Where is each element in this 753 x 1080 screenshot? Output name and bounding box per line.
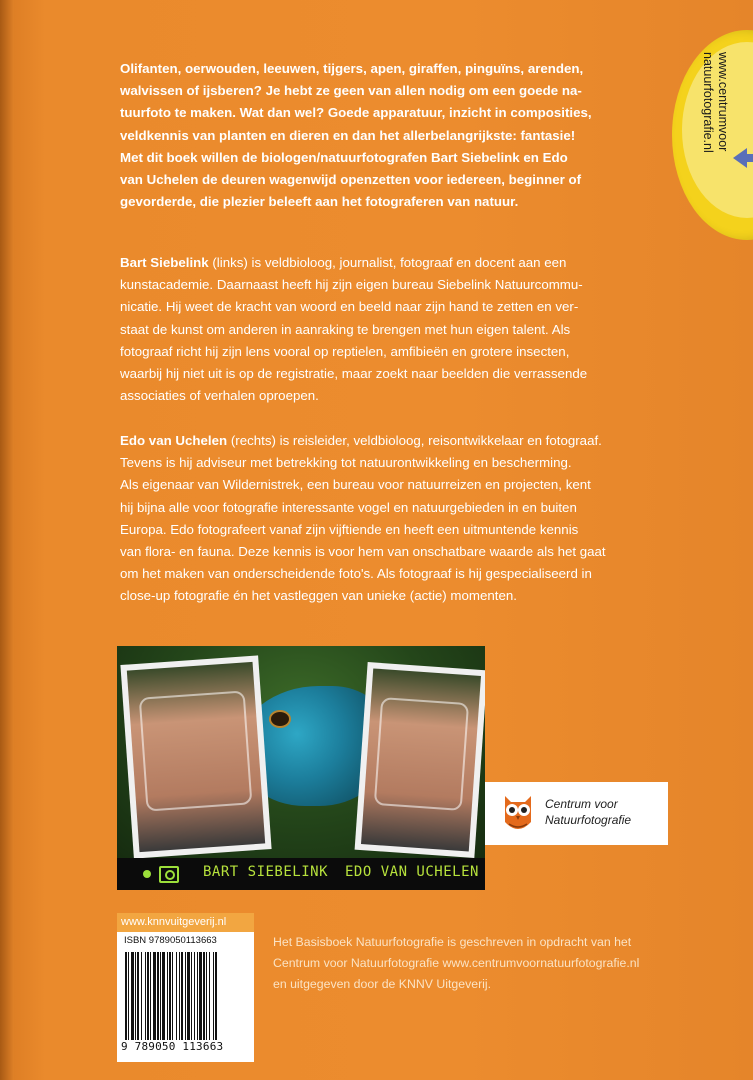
owl-logo-icon — [501, 792, 535, 834]
lizard-eye — [269, 710, 291, 728]
bio-line: hij bijna alle voor fotografie interessante vogel en natuurgebieden in en buiten — [120, 499, 577, 515]
bio-bart-siebelink — [120, 252, 680, 407]
author-name: Edo van Uchelen — [120, 433, 228, 448]
bio-line — [120, 252, 680, 274]
bio-line: Europa. Edo fotografeert vanaf zijn vijftiende en heeft een uitmuntende kennis — [120, 521, 579, 537]
camera-icon — [159, 866, 179, 883]
arrow-left-icon-tail — [745, 154, 753, 162]
focus-box — [139, 690, 253, 811]
credits-text — [273, 932, 693, 995]
bio-line: van flora- en fauna. Deze kennis is voor hem van onschatbare waarde als het gaat — [120, 544, 606, 560]
bio-line: close-up fotografie én het vastleggen van unieke (actie) momenten. — [120, 588, 517, 604]
bio-line: fotograaf richt hij zijn lens vooral op reptielen, amfibieën en grotere insecten, — [120, 343, 570, 359]
bio-line — [120, 430, 680, 452]
isbn-digits: 9 789050 113663 — [121, 1040, 224, 1053]
photo-frame-left — [120, 655, 271, 858]
intro-line: gevorderde, die plezier beleeft aan het fotograferen van natuur. — [120, 194, 519, 210]
barcode-panel — [117, 932, 254, 1062]
bio-line: om het maken van onderscheidende foto's. Als fotograaf is hij gespecialiseerd in — [120, 566, 592, 582]
intro-line: Olifanten, oerwouden, leeuwen, tijgers, apen, giraffen, pinguïns, arenden, — [120, 61, 584, 76]
bio-line: staat de kunst om anderen in aanraking te brengen met hun eigen talent. Als — [120, 321, 571, 337]
bio-line-rest: (links) is veldbioloog, journalist, fotograaf en docent aan een — [208, 255, 567, 270]
credits-line: Centrum voor Natuurfotografie www.centrumvoornatuurfotografie.nl — [273, 956, 640, 970]
intro-paragraph — [120, 58, 672, 213]
publisher-url: www.knnvuitgeverij.nl — [117, 913, 254, 932]
logo-wordmark — [545, 796, 631, 828]
bio-line: kunstacademie. Daarnaast heeft hij zijn eigen bureau Siebelink Natuurcommu- — [120, 277, 583, 293]
photo-frame-right — [355, 662, 485, 858]
logo-line-2: Natuurfotografie — [545, 813, 632, 827]
intro-line: van Uchelen de deuren wagenwijd openzetten voor iedereen, beginner of — [120, 172, 582, 188]
bio-line: Als eigenaar van Wildernistrek, een bureau voor natuurreizen en projecten, kent — [120, 477, 591, 493]
caption-right-name: EDO VAN UCHELEN — [345, 864, 479, 880]
credits-line: Het Basisboek Natuurfotografie is geschreven in opdracht van het — [273, 935, 632, 949]
bio-edo-van-uchelen — [120, 430, 680, 608]
isbn-label: ISBN 9789050113663 — [124, 935, 217, 946]
sticker-line-2: natuurfotografie.nl — [701, 52, 715, 153]
sticker-url-text — [700, 52, 730, 202]
bio-line: waarbij hij niet uit is op de registratie, maar zoekt naar beelden die verrassende — [120, 366, 588, 382]
centrum-logo-box — [485, 782, 668, 845]
focus-box — [374, 697, 469, 811]
sticker-line-1: www.centrumvoor — [716, 52, 730, 152]
portrait-bart — [127, 662, 265, 852]
portrait-edo — [361, 668, 481, 851]
intro-line: walvissen of ijsberen? Je hebt ze geen van allen nodig om een goede na- — [120, 83, 582, 99]
bio-line: nicatie. Hij weet de kracht van woord en beeld naar zijn hand te zetten en ver- — [120, 299, 579, 315]
bio-line: Tevens is hij adviseur met betrekking tot natuurontwikkeling en bescherming. — [120, 455, 572, 471]
barcode-icon — [125, 952, 246, 1040]
status-dot-icon — [143, 870, 151, 878]
intro-line: veldkennis van planten en dieren en dan het allerbelangrijkste: fantasie! — [120, 127, 576, 143]
logo-line-1: Centrum voor — [545, 797, 618, 811]
bio-line-rest: (rechts) is reisleider, veldbioloog, reisontwikkelaar en fotograaf. — [227, 433, 602, 448]
bio-line: associaties of verhalen oproepen. — [120, 388, 319, 404]
caption-left-name: BART SIEBELINK — [203, 864, 329, 880]
spine-edge — [0, 0, 14, 1080]
intro-line: tuurfoto te maken. Wat dan wel? Goede apparatuur, inzicht in composities, — [120, 105, 592, 121]
author-name: Bart Siebelink — [120, 255, 209, 270]
author-photo — [117, 646, 485, 890]
credits-line: en uitgegeven door de KNNV Uitgeverij. — [273, 977, 492, 991]
intro-line: Met dit boek willen de biologen/natuurfotografen Bart Siebelink en Edo — [120, 149, 568, 165]
